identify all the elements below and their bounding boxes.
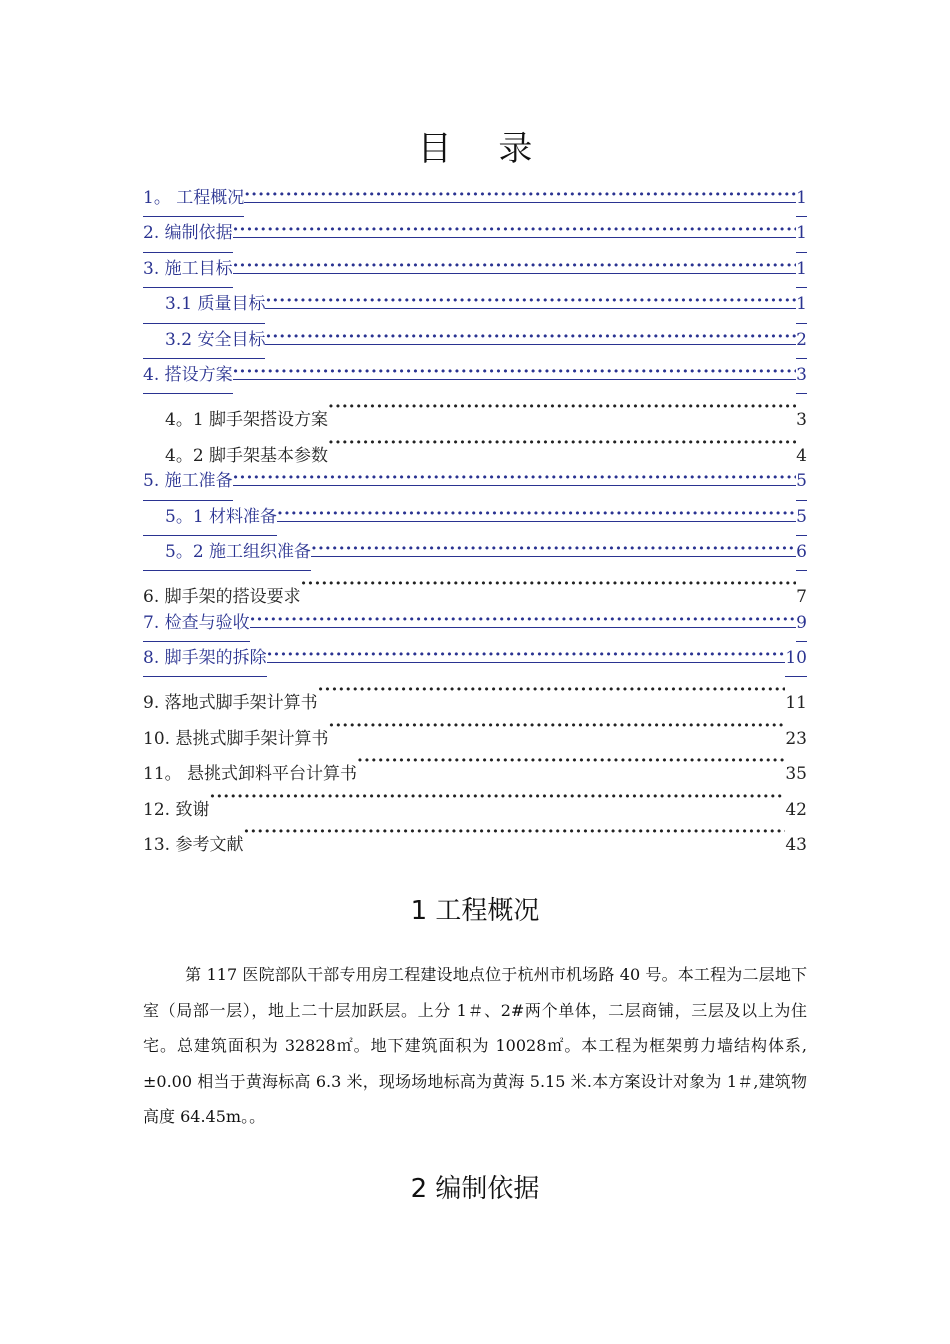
toc-leader-dots xyxy=(250,603,797,628)
toc-entry-page-number: 3 xyxy=(796,410,807,431)
toc-entry[interactable] xyxy=(143,497,807,532)
toc-entry[interactable] xyxy=(143,284,807,319)
toc-entry-page-number: 10 xyxy=(785,641,807,677)
toc-leader-dots xyxy=(233,213,797,238)
toc-entry-page-number: 5 xyxy=(796,464,807,500)
toc-entry-label: 3. 施工目标 xyxy=(143,252,233,288)
toc-entry-label: 5。1 材料准备 xyxy=(143,500,277,536)
section-heading-2: 2 编制依据 xyxy=(410,1174,540,1204)
toc-entry-label: 5. 施工准备 xyxy=(143,464,233,500)
toc-entry xyxy=(143,815,807,856)
toc-entry xyxy=(143,390,807,431)
toc-entry-page-number: 23 xyxy=(785,728,807,749)
toc-entry-label: 9. 落地式脚手架计算书 xyxy=(143,693,318,714)
toc-entry-label: 2. 编制依据 xyxy=(143,216,233,252)
toc-leader-dots xyxy=(267,638,786,663)
toc-leader-dots xyxy=(328,426,796,461)
section-1-paragraph xyxy=(143,957,807,1135)
toc-leader-dots xyxy=(233,355,797,380)
toc-entry[interactable] xyxy=(143,532,807,567)
toc-entry-label: 10. 悬挑式脚手架计算书 xyxy=(143,728,329,749)
toc-entry-label: 7. 检查与验收 xyxy=(143,606,250,642)
toc-entry-label: 13. 参考文献 xyxy=(143,835,244,856)
toc-leader-dots xyxy=(311,532,796,557)
toc-entry[interactable] xyxy=(143,178,807,213)
toc-entry[interactable] xyxy=(143,320,807,355)
toc-entry-label: 6. 脚手架的搭设要求 xyxy=(143,587,301,608)
toc-entry-label: 4。1 脚手架搭设方案 xyxy=(165,410,329,431)
toc-entry xyxy=(143,780,807,820)
toc-leader-dots xyxy=(209,780,785,815)
toc-entry-page-number: 7 xyxy=(796,587,807,608)
toc-entry-page-number: 1 xyxy=(796,216,807,252)
toc-entry-label: 8. 脚手架的拆除 xyxy=(143,641,267,677)
toc-entry[interactable] xyxy=(143,355,807,390)
toc-entry-label: 1。 工程概况 xyxy=(143,181,244,217)
toc-leader-dots xyxy=(265,320,796,345)
toc-entry xyxy=(143,673,807,714)
toc-entry-page-number: 1 xyxy=(796,287,807,323)
toc-entry-page-number: 6 xyxy=(796,535,807,571)
toc-title: 目 录 xyxy=(417,129,551,169)
toc-entry[interactable] xyxy=(143,603,807,638)
toc-leader-dots xyxy=(277,497,796,522)
toc-entry-label: 12. 致谢 xyxy=(143,799,210,820)
toc-leader-dots xyxy=(233,461,797,486)
toc-entry-page-number: 1 xyxy=(796,252,807,288)
table-of-contents xyxy=(143,178,807,856)
toc-entry-label: 3.1 质量目标 xyxy=(143,287,265,323)
toc-entry-page-number: 9 xyxy=(796,606,807,642)
toc-entry-page-number: 11 xyxy=(785,693,807,714)
section-heading-1: 1 工程概况 xyxy=(410,896,540,926)
section-1-text: 第 117 医院部队干部专用房工程建设地点位于杭州市机场路 40 号。本工程为二层地下室（局部一层），地上二十层加跃层。上分 1＃、2#两个单体，二层商铺，三层及以上为住宅。总建筑面积为 32828㎡。地下建筑面积为 10028㎡。本工程为框架剪力墙结构体系,±0.00 相当于黄海标高 6.3 米，现场场地标高为黄海 5.15 米.本方案设计对象为 1＃,建筑物高度 64.45m。。 xyxy=(143,965,807,1126)
toc-entry-label: 5。2 施工组织准备 xyxy=(143,535,311,571)
toc-entry-label: 3.2 安全目标 xyxy=(143,323,265,359)
toc-entry-page-number: 35 xyxy=(785,764,807,785)
toc-leader-dots xyxy=(244,178,796,203)
toc-entry-label: 11。 悬挑式卸料平台计算书 xyxy=(143,764,358,785)
toc-entry-page-number: 4 xyxy=(796,445,807,466)
toc-leader-dots xyxy=(328,709,785,744)
toc-leader-dots xyxy=(328,390,796,425)
toc-entry[interactable] xyxy=(143,638,807,673)
toc-entry-page-number: 2 xyxy=(796,323,807,359)
toc-entry[interactable] xyxy=(143,213,807,248)
toc-leader-dots xyxy=(265,284,796,309)
toc-entry-page-number: 42 xyxy=(785,799,807,820)
toc-leader-dots xyxy=(243,815,785,850)
toc-entry xyxy=(143,567,807,608)
toc-leader-dots xyxy=(318,673,786,708)
toc-entry-page-number: 3 xyxy=(796,358,807,394)
toc-entry[interactable] xyxy=(143,249,807,284)
toc-leader-dots xyxy=(301,567,797,602)
toc-entry-label: 4. 搭设方案 xyxy=(143,358,233,394)
toc-leader-dots xyxy=(233,249,797,274)
toc-entry-label: 4。2 脚手架基本参数 xyxy=(165,445,329,466)
toc-entry-page-number: 43 xyxy=(785,835,807,856)
toc-entry-page-number: 5 xyxy=(796,500,807,536)
toc-entry[interactable] xyxy=(143,461,807,496)
toc-leader-dots xyxy=(357,744,785,779)
toc-entry-page-number: 1 xyxy=(796,181,807,217)
